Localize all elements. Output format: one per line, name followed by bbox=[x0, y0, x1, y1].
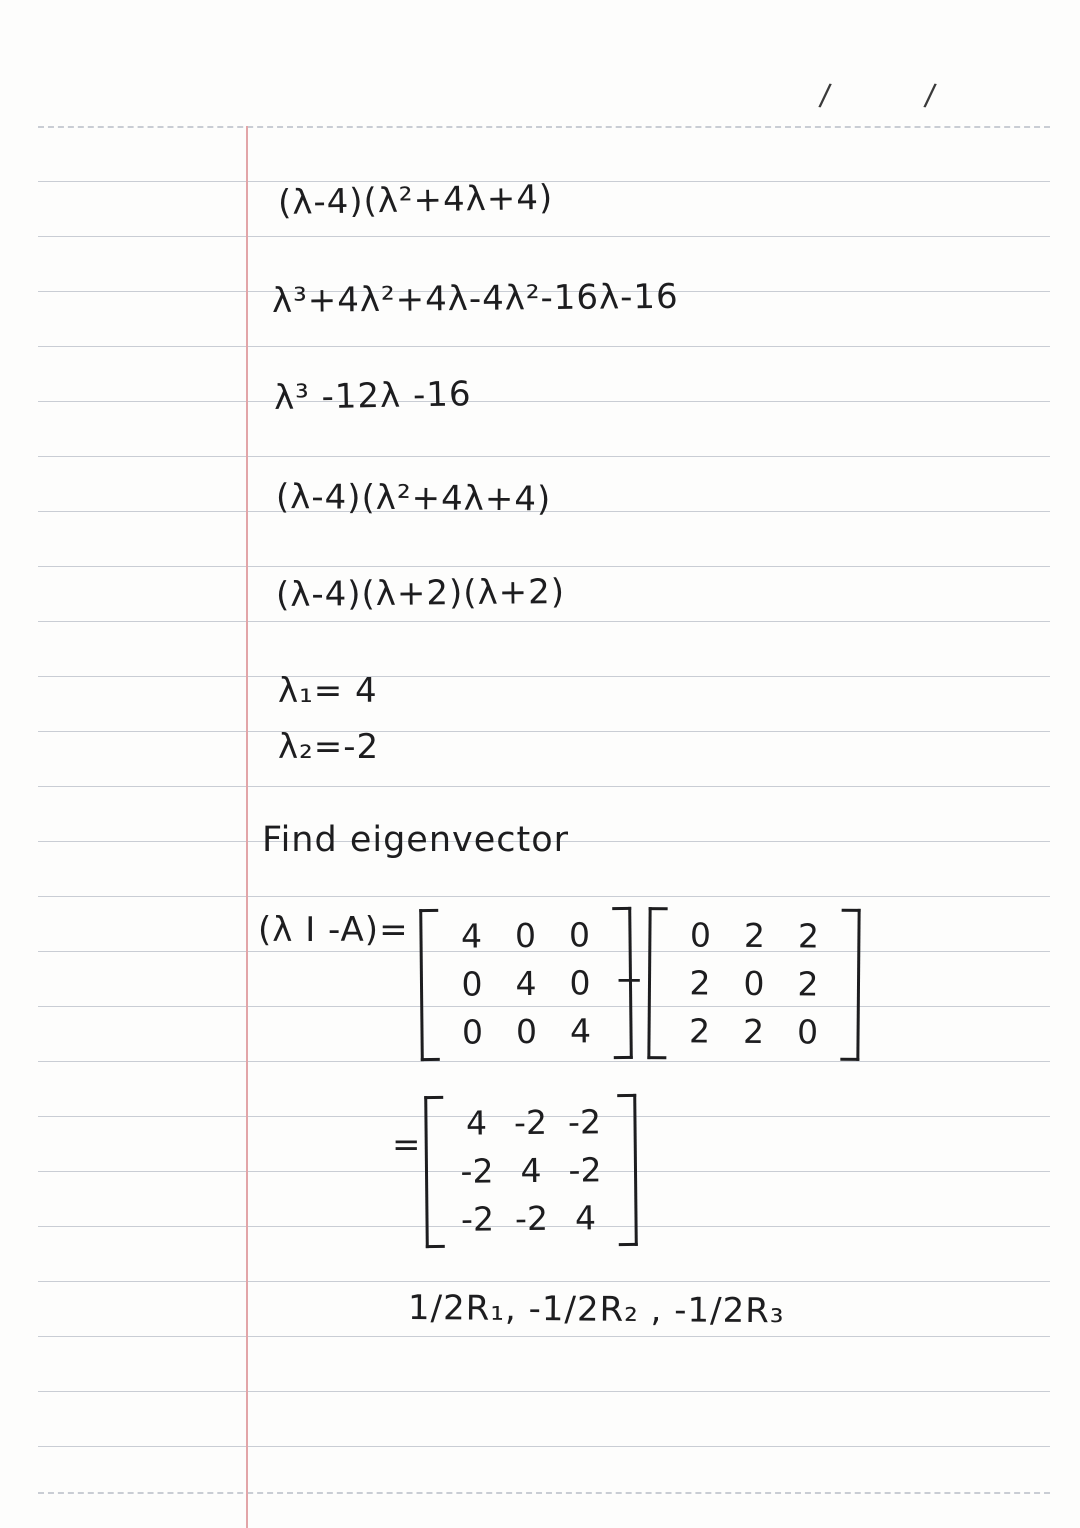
matrix-a bbox=[647, 907, 860, 1060]
rule-line bbox=[38, 786, 1050, 787]
matrix-cell: 0 bbox=[515, 1011, 538, 1051]
matrix-cell: 2 bbox=[689, 963, 711, 1003]
matrix-cell: 0 bbox=[461, 964, 483, 1004]
equation-line-3: λ³ -12λ -16 bbox=[273, 374, 472, 418]
matrix-cell: 0 bbox=[743, 963, 765, 1003]
matrix-cell: 2 bbox=[743, 915, 766, 956]
rule-line bbox=[38, 896, 1050, 897]
matrix-cell: 0 bbox=[461, 1012, 484, 1052]
matrix-row bbox=[449, 1098, 611, 1148]
row-operations: 1/2R₁, -1/2R₂ , -1/2R₃ bbox=[407, 1288, 785, 1332]
bracket-right bbox=[617, 1094, 638, 1246]
matrix-expression-label: (λ I -A)= bbox=[258, 910, 409, 950]
matrix-cell: 4 bbox=[520, 1150, 542, 1190]
equation-line-2: λ³+4λ²+4λ-4λ²-16λ-16 bbox=[271, 276, 679, 321]
bracket-left bbox=[419, 909, 440, 1061]
slash-mark: / bbox=[922, 77, 938, 114]
margin-rule bbox=[246, 126, 248, 1528]
matrix-cell: -2 bbox=[568, 1150, 602, 1190]
matrix-cell: -2 bbox=[514, 1198, 549, 1238]
matrix-cell: 0 bbox=[569, 963, 591, 1003]
matrix-row bbox=[445, 959, 607, 1009]
rule-line bbox=[38, 731, 1050, 732]
matrix-cell: 0 bbox=[514, 915, 537, 956]
eigenvalue-1: λ₁= 4 bbox=[278, 671, 378, 711]
matrix-cell: 2 bbox=[797, 916, 820, 956]
matrix-cell: -2 bbox=[513, 1102, 548, 1143]
matrix-cell: 4 bbox=[460, 916, 483, 956]
matrix-cell: 0 bbox=[568, 915, 591, 955]
rule-line bbox=[38, 401, 1050, 402]
matrix-row bbox=[450, 1146, 612, 1196]
matrix-cell: 0 bbox=[689, 915, 712, 955]
matrix-row bbox=[673, 911, 835, 960]
matrix-cell: 2 bbox=[742, 1011, 765, 1051]
rule-line bbox=[38, 621, 1050, 622]
matrix-row bbox=[672, 1007, 834, 1056]
rule-line bbox=[38, 456, 1050, 457]
matrix-row bbox=[450, 1194, 612, 1244]
rule-line bbox=[38, 346, 1050, 347]
rule-line bbox=[38, 1492, 1050, 1494]
matrix-cell: 2 bbox=[797, 964, 819, 1004]
matrix-cell: 4 bbox=[574, 1198, 597, 1238]
eigenvalue-2: λ₂=-2 bbox=[278, 727, 380, 767]
matrix-cell: 2 bbox=[688, 1011, 711, 1051]
rule-line bbox=[38, 1061, 1050, 1062]
matrix-cell: -2 bbox=[460, 1199, 495, 1239]
matrix-result bbox=[424, 1094, 638, 1248]
equals-operator: = bbox=[392, 1125, 421, 1165]
rule-line bbox=[38, 1446, 1050, 1447]
matrix-lambda-identity bbox=[419, 907, 633, 1061]
rule-line bbox=[38, 1336, 1050, 1337]
matrix-cell: 0 bbox=[796, 1012, 819, 1052]
equation-line-4: (λ-4)(λ²+4λ+4) bbox=[275, 477, 552, 520]
rule-line bbox=[38, 126, 1050, 128]
slash-mark: / bbox=[817, 77, 833, 114]
bracket-left bbox=[424, 1096, 445, 1248]
matrix-cell: -2 bbox=[567, 1102, 602, 1142]
matrix-cell: 4 bbox=[569, 1011, 592, 1051]
equation-line-1: (λ-4)(λ²+4λ+4) bbox=[277, 177, 554, 223]
minus-operator: − bbox=[615, 960, 644, 1000]
rule-line bbox=[38, 1391, 1050, 1392]
section-heading-find-eigenvector: Find eigenvector bbox=[262, 820, 570, 860]
rule-line bbox=[38, 236, 1050, 237]
bracket-right bbox=[840, 909, 860, 1061]
matrix-cell: -2 bbox=[460, 1151, 494, 1191]
header-date-marks bbox=[800, 78, 1000, 118]
matrix-cell: 4 bbox=[465, 1103, 488, 1143]
rule-line bbox=[38, 566, 1050, 567]
matrix-row bbox=[673, 959, 835, 1008]
bracket-left bbox=[647, 907, 667, 1059]
matrix-cell: 4 bbox=[515, 963, 537, 1003]
rule-line bbox=[38, 676, 1050, 677]
equation-line-5: (λ-4)(λ+2)(λ+2) bbox=[275, 571, 566, 615]
matrix-row bbox=[445, 1007, 607, 1057]
rule-line bbox=[38, 1281, 1050, 1282]
matrix-row bbox=[444, 911, 606, 961]
